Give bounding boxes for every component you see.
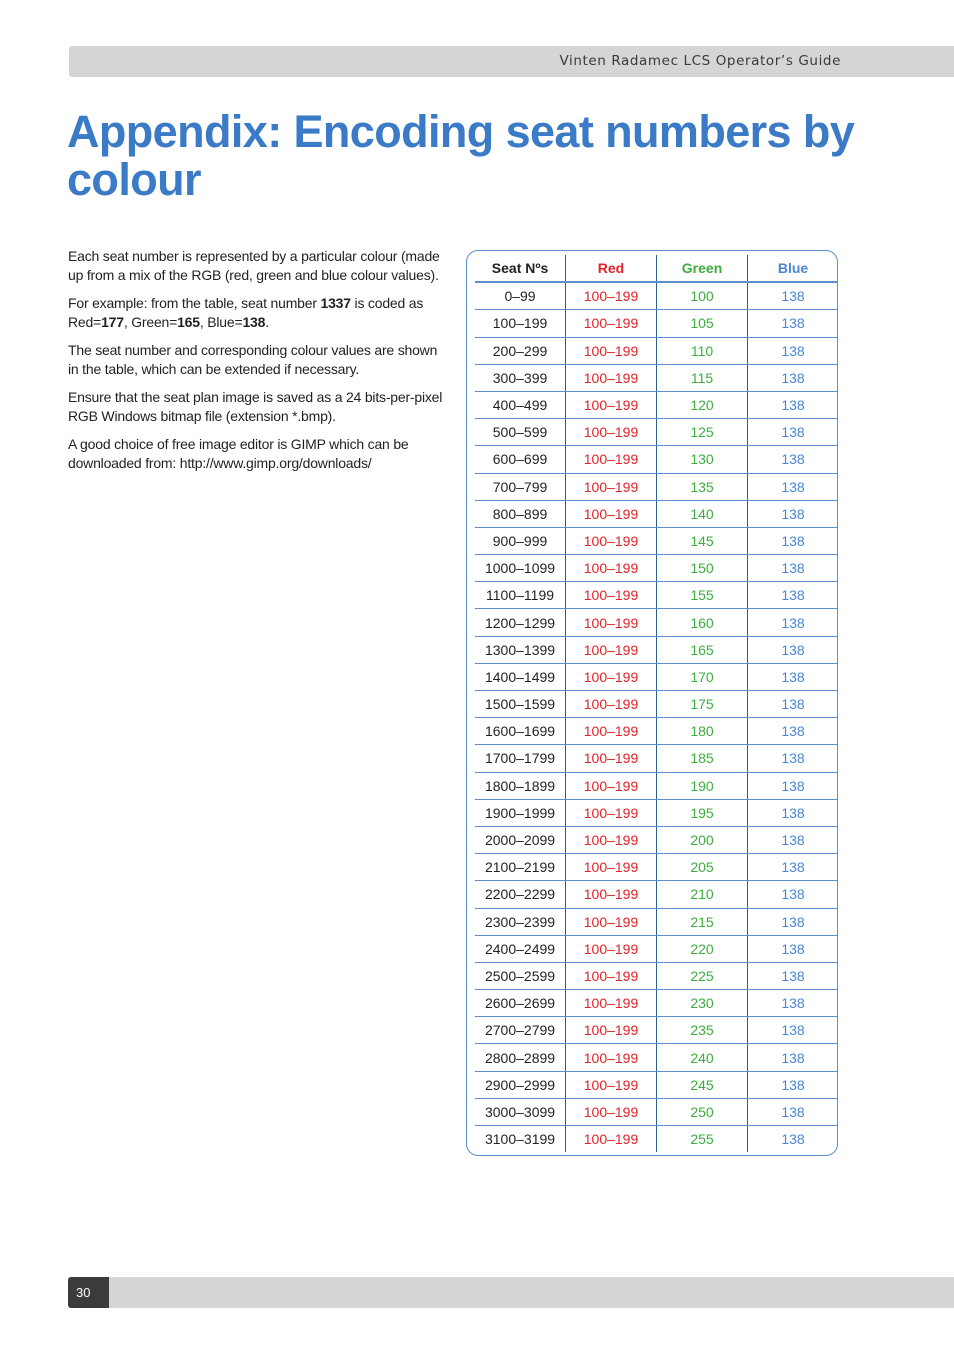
cell-blue: 138	[748, 391, 838, 418]
cell-blue: 138	[748, 500, 838, 527]
cell-blue: 138	[748, 473, 838, 500]
cell-red: 100–199	[566, 935, 657, 962]
cell-green: 120	[656, 391, 747, 418]
cell-green: 125	[656, 419, 747, 446]
cell-green: 210	[656, 881, 747, 908]
cell-green: 150	[656, 555, 747, 582]
cell-red: 100–199	[566, 636, 657, 663]
cell-green: 175	[656, 691, 747, 718]
gimp-text: A good choice of free image editor is GIMP which can be downloaded from:	[68, 436, 409, 471]
cell-red: 100–199	[566, 745, 657, 772]
cell-blue: 138	[748, 990, 838, 1017]
cell-red: 100–199	[566, 473, 657, 500]
cell-blue: 138	[748, 1126, 838, 1153]
cell-seat-range: 800–899	[475, 500, 566, 527]
cell-green: 170	[656, 663, 747, 690]
cell-green: 215	[656, 908, 747, 935]
cell-red: 100–199	[566, 990, 657, 1017]
cell-red: 100–199	[566, 364, 657, 391]
page-title: Appendix: Encoding seat numbers by colour	[67, 106, 855, 205]
cell-green: 105	[656, 310, 747, 337]
cell-seat-range: 2200–2299	[475, 881, 566, 908]
cell-seat-range: 600–699	[475, 446, 566, 473]
cell-red: 100–199	[566, 609, 657, 636]
cell-red: 100–199	[566, 1044, 657, 1071]
cell-seat-range: 2500–2599	[475, 962, 566, 989]
cell-blue: 138	[748, 962, 838, 989]
cell-red: 100–199	[566, 419, 657, 446]
cell-green: 200	[656, 826, 747, 853]
table-row	[475, 745, 838, 772]
table-row	[475, 1126, 838, 1153]
cell-seat-range: 400–499	[475, 391, 566, 418]
cell-red: 100–199	[566, 446, 657, 473]
cell-seat-range: 1800–1899	[475, 772, 566, 799]
table-row	[475, 582, 838, 609]
cell-blue: 138	[748, 935, 838, 962]
cell-green: 225	[656, 962, 747, 989]
cell-red: 100–199	[566, 500, 657, 527]
cell-green: 230	[656, 990, 747, 1017]
header-red: Red	[566, 255, 657, 282]
cell-blue: 138	[748, 527, 838, 554]
cell-seat-range: 1700–1799	[475, 745, 566, 772]
cell-seat-range: 2900–2999	[475, 1071, 566, 1098]
example-red-value: 177	[101, 314, 124, 330]
cell-red: 100–199	[566, 1071, 657, 1098]
cell-seat-range: 1000–1099	[475, 555, 566, 582]
table-row	[475, 555, 838, 582]
cell-seat-range: 1200–1299	[475, 609, 566, 636]
page-number: 30	[68, 1277, 109, 1308]
table-row	[475, 1098, 838, 1125]
cell-red: 100–199	[566, 391, 657, 418]
cell-seat-range: 1400–1499	[475, 663, 566, 690]
cell-seat-range: 2800–2899	[475, 1044, 566, 1071]
cell-blue: 138	[748, 364, 838, 391]
cell-blue: 138	[748, 582, 838, 609]
cell-green: 135	[656, 473, 747, 500]
example-blue-value: 138	[242, 314, 266, 330]
table-row	[475, 772, 838, 799]
cell-blue: 138	[748, 1044, 838, 1071]
table-row	[475, 854, 838, 881]
cell-green: 115	[656, 364, 747, 391]
table-row	[475, 990, 838, 1017]
intro-paragraph-3: The seat number and corresponding colour values are shown in the table, which can be extended if necessary.	[68, 342, 438, 377]
cell-seat-range: 1900–1999	[475, 799, 566, 826]
cell-blue: 138	[748, 718, 838, 745]
table-row	[475, 636, 838, 663]
cell-seat-range: 700–799	[475, 473, 566, 500]
seat-colour-table-frame	[466, 250, 838, 1156]
cell-seat-range: 2600–2699	[475, 990, 566, 1017]
cell-red: 100–199	[566, 555, 657, 582]
table-row	[475, 419, 838, 446]
cell-seat-range: 2700–2799	[475, 1017, 566, 1044]
cell-blue: 138	[748, 636, 838, 663]
intro-paragraph-1: Each seat number is represented by a particular colour (made up from a mix of the RGB (red, green and blue colour values).	[68, 248, 440, 283]
table-row	[475, 935, 838, 962]
cell-red: 100–199	[566, 282, 657, 310]
cell-green: 195	[656, 799, 747, 826]
cell-green: 145	[656, 527, 747, 554]
cell-red: 100–199	[566, 527, 657, 554]
cell-blue: 138	[748, 1071, 838, 1098]
cell-seat-range: 2400–2499	[475, 935, 566, 962]
cell-blue: 138	[748, 446, 838, 473]
table-row	[475, 446, 838, 473]
cell-red: 100–199	[566, 908, 657, 935]
cell-seat-range: 1100–1199	[475, 582, 566, 609]
example-seat-number: 1337	[320, 295, 351, 311]
header-title: Vinten Radamec LCS Operator’s Guide	[559, 53, 841, 69]
cell-seat-range: 1600–1699	[475, 718, 566, 745]
cell-red: 100–199	[566, 826, 657, 853]
cell-seat-range: 1300–1399	[475, 636, 566, 663]
example-end: .	[265, 314, 269, 330]
cell-seat-range: 2300–2399	[475, 908, 566, 935]
cell-green: 180	[656, 718, 747, 745]
intro-text	[68, 247, 448, 482]
cell-blue: 138	[748, 609, 838, 636]
footer-bar	[109, 1277, 954, 1308]
cell-seat-range: 2000–2099	[475, 826, 566, 853]
cell-blue: 138	[748, 419, 838, 446]
cell-green: 110	[656, 337, 747, 364]
gimp-download-link[interactable]: http://www.gimp.org/downloads/	[179, 455, 372, 471]
cell-red: 100–199	[566, 854, 657, 881]
table-row	[475, 527, 838, 554]
cell-seat-range: 900–999	[475, 527, 566, 554]
table-row	[475, 500, 838, 527]
cell-green: 155	[656, 582, 747, 609]
table-row	[475, 391, 838, 418]
cell-blue: 138	[748, 691, 838, 718]
cell-green: 250	[656, 1098, 747, 1125]
cell-red: 100–199	[566, 582, 657, 609]
cell-blue: 138	[748, 337, 838, 364]
intro-paragraph-2	[68, 294, 448, 332]
seat-colour-table	[475, 255, 838, 1152]
cell-green: 130	[656, 446, 747, 473]
cell-blue: 138	[748, 826, 838, 853]
table-row	[475, 1044, 838, 1071]
cell-seat-range: 300–399	[475, 364, 566, 391]
table-row	[475, 310, 838, 337]
table-header-row	[475, 255, 838, 282]
table-body	[475, 282, 838, 1152]
cell-red: 100–199	[566, 881, 657, 908]
cell-blue: 138	[748, 908, 838, 935]
cell-green: 220	[656, 935, 747, 962]
cell-blue: 138	[748, 1017, 838, 1044]
cell-red: 100–199	[566, 962, 657, 989]
table-row	[475, 799, 838, 826]
cell-red: 100–199	[566, 1098, 657, 1125]
table-row	[475, 663, 838, 690]
cell-seat-range: 200–299	[475, 337, 566, 364]
cell-red: 100–199	[566, 1017, 657, 1044]
table-row	[475, 962, 838, 989]
header-seat-numbers: Seat Nºs	[475, 255, 566, 282]
cell-green: 235	[656, 1017, 747, 1044]
cell-red: 100–199	[566, 310, 657, 337]
cell-seat-range: 0–99	[475, 282, 566, 310]
cell-green: 100	[656, 282, 747, 310]
table-row	[475, 473, 838, 500]
table-row	[475, 364, 838, 391]
cell-green: 240	[656, 1044, 747, 1071]
intro-paragraph-4: Ensure that the seat plan image is saved as a 24 bits-per-pixel RGB Windows bitmap file (extension *.bmp).	[68, 389, 443, 424]
cell-red: 100–199	[566, 799, 657, 826]
header-green: Green	[656, 255, 747, 282]
cell-green: 190	[656, 772, 747, 799]
table-row	[475, 718, 838, 745]
table-row	[475, 282, 838, 310]
example-green-value: 165	[177, 314, 200, 330]
header-bar	[69, 46, 954, 77]
example-prefix: For example: from the table, seat number	[68, 295, 321, 311]
cell-red: 100–199	[566, 1126, 657, 1153]
cell-red: 100–199	[566, 337, 657, 364]
table-row	[475, 609, 838, 636]
cell-blue: 138	[748, 772, 838, 799]
cell-seat-range: 3000–3099	[475, 1098, 566, 1125]
cell-seat-range: 500–599	[475, 419, 566, 446]
example-mid-3: , Blue=	[199, 314, 243, 330]
cell-green: 140	[656, 500, 747, 527]
cell-blue: 138	[748, 745, 838, 772]
cell-blue: 138	[748, 282, 838, 310]
intro-paragraph-5	[68, 435, 448, 473]
cell-blue: 138	[748, 663, 838, 690]
cell-green: 160	[656, 609, 747, 636]
cell-green: 255	[656, 1126, 747, 1153]
cell-seat-range: 2100–2199	[475, 854, 566, 881]
cell-red: 100–199	[566, 718, 657, 745]
cell-blue: 138	[748, 799, 838, 826]
cell-blue: 138	[748, 881, 838, 908]
cell-seat-range: 100–199	[475, 310, 566, 337]
cell-green: 165	[656, 636, 747, 663]
header-blue: Blue	[748, 255, 838, 282]
cell-green: 245	[656, 1071, 747, 1098]
example-mid-1: is coded as Red=	[68, 295, 424, 330]
table-row	[475, 337, 838, 364]
table-row	[475, 691, 838, 718]
cell-red: 100–199	[566, 691, 657, 718]
cell-red: 100–199	[566, 663, 657, 690]
cell-blue: 138	[748, 555, 838, 582]
cell-blue: 138	[748, 854, 838, 881]
table-row	[475, 881, 838, 908]
cell-green: 185	[656, 745, 747, 772]
table-row	[475, 1071, 838, 1098]
cell-seat-range: 1500–1599	[475, 691, 566, 718]
cell-seat-range: 3100–3199	[484, 1131, 556, 1148]
example-mid-2: , Green=	[123, 314, 178, 330]
cell-green: 205	[656, 854, 747, 881]
cell-blue: 138	[748, 310, 838, 337]
table-row	[475, 908, 838, 935]
table-row	[475, 826, 838, 853]
table-row	[475, 1017, 838, 1044]
cell-red: 100–199	[566, 772, 657, 799]
cell-blue: 138	[748, 1098, 838, 1125]
